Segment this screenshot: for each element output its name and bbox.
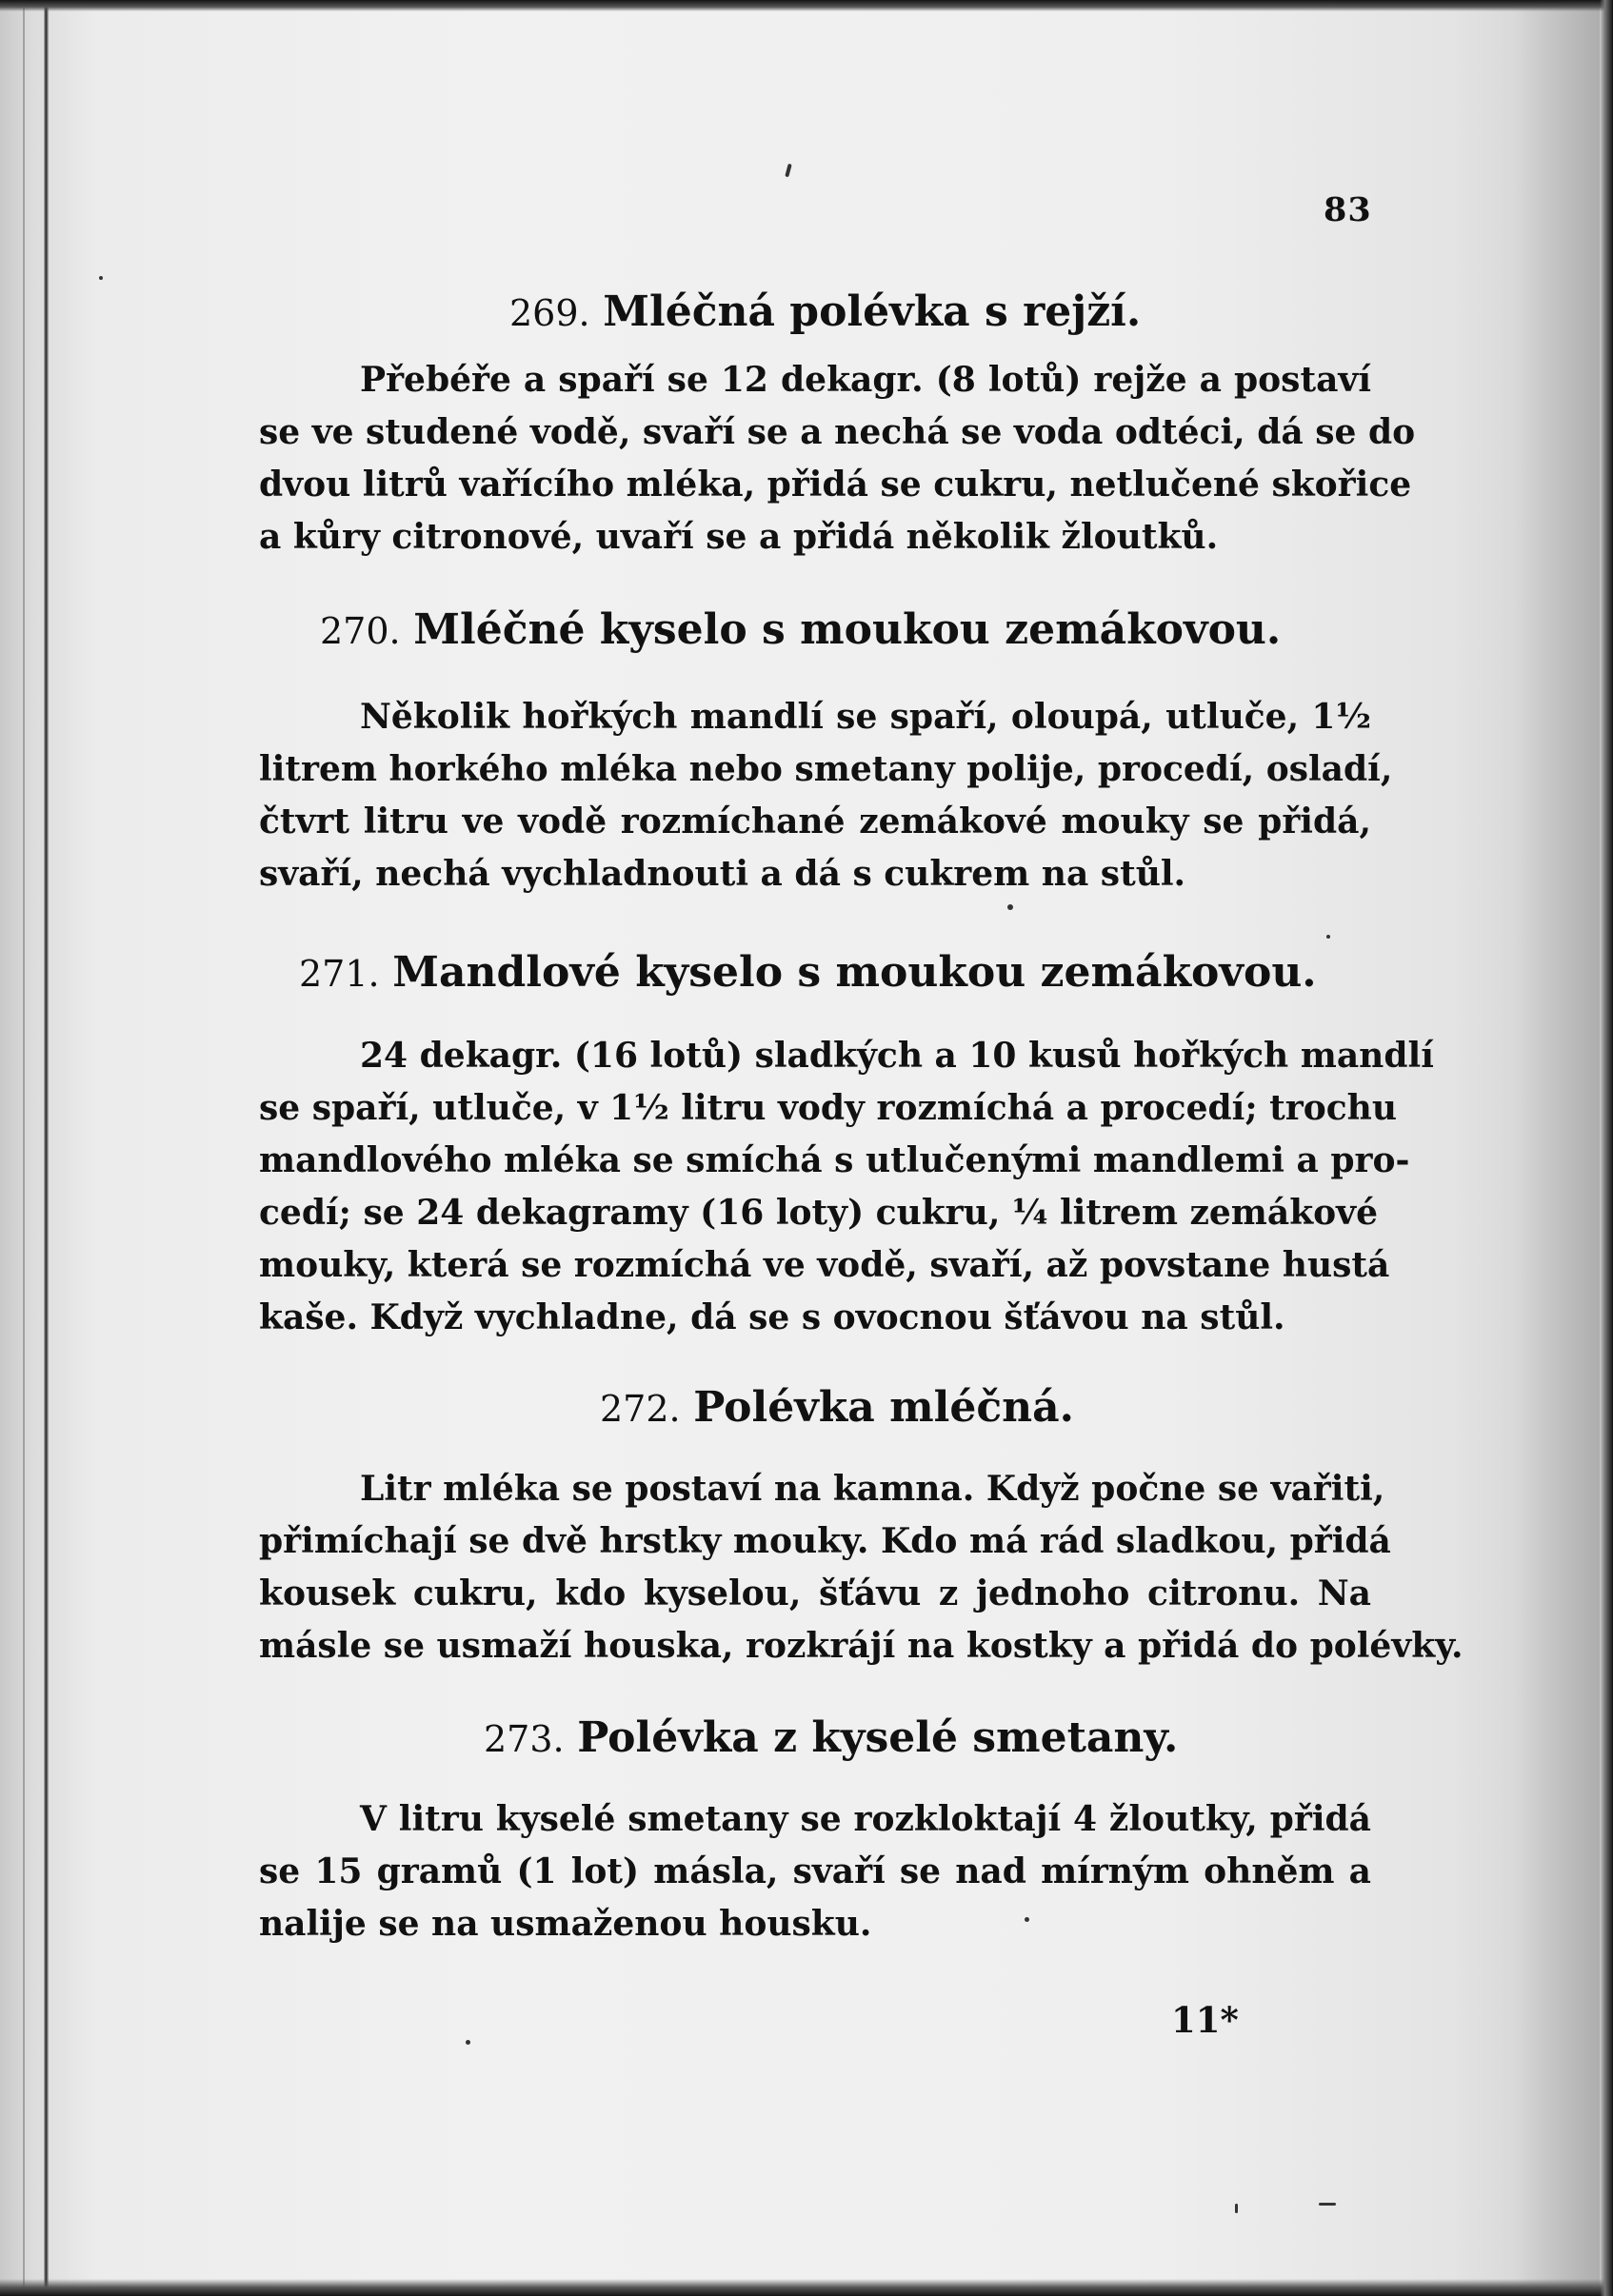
section-title: Mléčné kyselo s moukou zemákovou. — [413, 605, 1282, 654]
section-title: Polévka mléčná. — [693, 1383, 1074, 1432]
text-line: dvou litrů vařícího mléka, přidá se cukru, netlučené skořice — [259, 465, 1412, 505]
section-heading-273 — [484, 1713, 1178, 1762]
section-body-271 — [259, 1030, 1434, 1344]
page-number: 83 — [1324, 190, 1372, 229]
section-body-272 — [259, 1463, 1464, 1673]
section-heading-272 — [600, 1383, 1074, 1432]
signature-mark: 11* — [1171, 1999, 1239, 2041]
text-line: mandlového mléka se smíchá s utlučenými mandlemi a pro- — [259, 1140, 1410, 1180]
section-number: 269. — [509, 292, 590, 334]
text-line: Litr mléka se postaví na kamna. Když počne se vařiti, — [360, 1469, 1385, 1509]
section-title: Polévka z kyselé smetany. — [577, 1713, 1179, 1762]
text-line: čtvrt litru ve vodě rozmíchané zemákové mouky se přidá, — [259, 802, 1371, 841]
text-line: Přebéře a spaří se 12 dekagr. (8 lotů) rejže a postaví — [360, 360, 1371, 400]
text-line: a kůry citronové, uvaří se a přidá několik žloutků. — [259, 517, 1219, 557]
section-heading-269 — [509, 287, 1141, 336]
text-line: se spaří, utluče, v 1½ litru vody rozmíchá a procedí; trochu — [259, 1088, 1398, 1128]
section-number: 273. — [484, 1718, 565, 1760]
text-line: Několik hořkých mandlí se spaří, oloupá, utluče, 1½ — [360, 697, 1371, 737]
section-heading-270 — [320, 605, 1281, 654]
text-line: cedí; se 24 dekagramy (16 loty) cukru, ¼ litrem zemákové — [259, 1193, 1378, 1233]
section-body-273 — [259, 1793, 1371, 1950]
text-line: mouky, která se rozmíchá ve vodě, svaří, až povstane hustá — [259, 1245, 1390, 1285]
text-line: se ve studené vodě, svaří se a nechá se voda odtéci, dá se do — [259, 412, 1416, 452]
text-line: nalije se na usmaženou housku. — [259, 1904, 872, 1944]
text-line: kousek cukru, kdo kyselou, šťávu z jednoho citronu. Na — [259, 1574, 1371, 1613]
section-heading-271 — [299, 948, 1317, 997]
section-body-270 — [259, 691, 1393, 901]
text-line: V litru kyselé smetany se rozkloktají 4 žloutky, přidá — [360, 1799, 1371, 1839]
text-line: se 15 gramů (1 lot) másla, svaří se nad mírným ohněm a — [259, 1851, 1371, 1891]
section-title: Mléčná polévka s rejží. — [603, 287, 1142, 336]
section-body-269 — [259, 354, 1416, 564]
section-number: 272. — [600, 1388, 681, 1430]
text-line: 24 dekagr. (16 lotů) sladkých a 10 kusů hořkých mandlí — [360, 1036, 1434, 1076]
section-number: 271. — [299, 953, 380, 995]
text-line: přimíchají se dvě hrstky mouky. Kdo má rád sladkou, přidá — [259, 1521, 1391, 1561]
section-number: 270. — [320, 610, 401, 652]
text-line: svaří, nechá vychladnouti a dá s cukrem na stůl. — [259, 854, 1186, 894]
text-line: kaše. Když vychladne, dá se s ovocnou šťávou na stůl. — [259, 1297, 1285, 1337]
text-line: litrem horkého mléka nebo smetany polije, procedí, osladí, — [259, 749, 1393, 789]
text-line: másle se usmaží houska, rozkrájí na kostky a přidá do polévky. — [259, 1626, 1464, 1666]
section-title: Mandlové kyselo s moukou zemákovou. — [392, 948, 1317, 997]
